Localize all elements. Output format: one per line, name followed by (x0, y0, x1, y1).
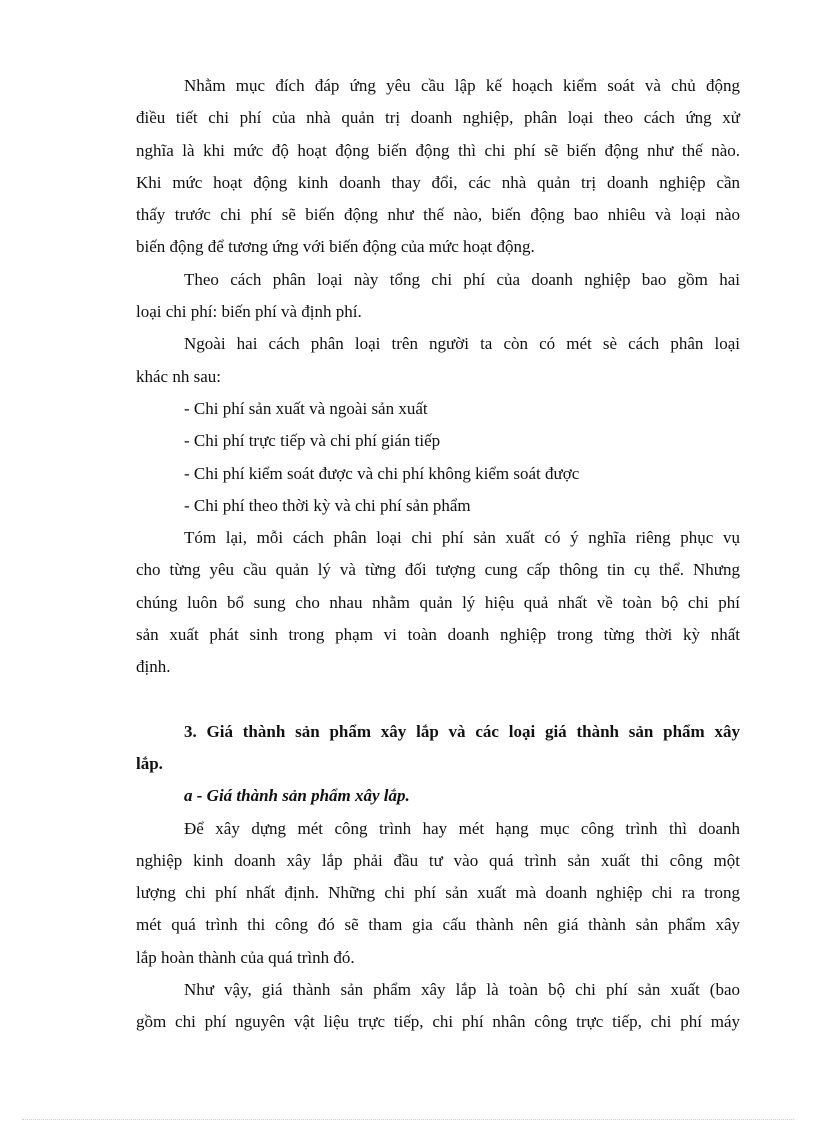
text-line: chúng luôn bổ sung cho nhau nhằm quản lý hiệu quả nhất về toàn bộ chi phí (136, 592, 740, 612)
list-item: - Chi phí trực tiếp và chi phí gián tiếp (184, 431, 441, 451)
heading-line: lắp. (136, 753, 163, 773)
document-page (136, 70, 740, 1039)
text-line: biến động để tương ứng với biến động của mức hoạt động. (136, 237, 535, 257)
text-line: Để xây dựng mét công trình hay mét hạng mục công trình thì doanh (184, 818, 740, 838)
section-gap (136, 684, 740, 716)
text-line: sản xuất phát sinh trong phạm vi toàn doanh nghiệp trong từng thời kỳ nhất (136, 625, 740, 645)
list-item: - Chi phí sản xuất và ngoài sản xuất (184, 398, 428, 418)
paragraph-construction-cost (136, 813, 740, 974)
text-line: Theo cách phân loại này tổng chi phí của doanh nghiệp bao gồm hai (184, 269, 740, 289)
text-line: Như vậy, giá thành sản phẩm xây lắp là toàn bộ chi phí sản xuất (bao (184, 980, 740, 1000)
text-line: gồm chi phí nguyên vật liệu trực tiếp, chi phí nhân công trực tiếp, chi phí máy (136, 1012, 740, 1032)
list-item: - Chi phí theo thời kỳ và chi phí sản phẩm (184, 495, 471, 515)
paragraph-summary (136, 522, 740, 683)
section-heading (136, 716, 740, 781)
paragraph-cost-behavior (136, 70, 740, 264)
text-line: mét quá trình thi công đó sẽ tham gia cấu thành nên giá thành sản phẩm xây (136, 915, 740, 935)
text-line: nghĩa là khi mức độ hoạt động biến động thì chi phí sẽ biến động như thế nào. (136, 140, 740, 160)
text-line: khác nh sau: (136, 366, 221, 386)
subsection-heading: a - Giá thành sản phẩm xây lắp. (184, 786, 410, 806)
text-line: Nhằm mục đích đáp ứng yêu cầu lập kế hoạch kiểm soát và chủ động (184, 76, 740, 95)
paragraph-other-classifications (136, 328, 740, 393)
text-line: Khi mức hoạt động kinh doanh thay đổi, các nhà quản trị doanh nghiệp cần (136, 172, 740, 192)
text-line: nghiệp kinh doanh xây lắp phải đầu tư vào quá trình sản xuất thi công một (136, 850, 740, 870)
paragraph-variable-fixed (136, 264, 740, 329)
text-line: thấy trước chi phí sẽ biến động như thế nào, biến động bao nhiêu và loại nào (136, 205, 740, 225)
text-line: loại chi phí: biến phí và định phí. (136, 302, 362, 322)
text-line: lượng chi phí nhất định. Những chi phí sản xuất mà doanh nghiệp chi ra trong (136, 883, 740, 903)
text-line: lắp hoàn thành của quá trình đó. (136, 947, 355, 967)
text-line: cho từng yêu cầu quản lý và từng đối tượng cung cấp thông tin cụ thể. Nhưng (136, 560, 740, 580)
list-item: - Chi phí kiểm soát được và chi phí không kiểm soát được (184, 463, 580, 483)
text-line: điều tiết chi phí của nhà quản trị doanh nghiệp, phân loại theo cách ứng xử (136, 108, 740, 128)
paragraph-definition (136, 974, 740, 1039)
text-line: định. (136, 657, 171, 677)
page-bottom-rule (22, 1119, 794, 1120)
text-line: Ngoài hai cách phân loại trên người ta còn có mét sè cách phân loại (184, 334, 740, 354)
text-line: Tóm lại, mỗi cách phân loại chi phí sản xuất có ý nghĩa riêng phục vụ (184, 528, 740, 548)
heading-line: 3. Giá thành sản phẩm xây lắp và các loại giá thành sản phẩm xây (184, 721, 740, 741)
